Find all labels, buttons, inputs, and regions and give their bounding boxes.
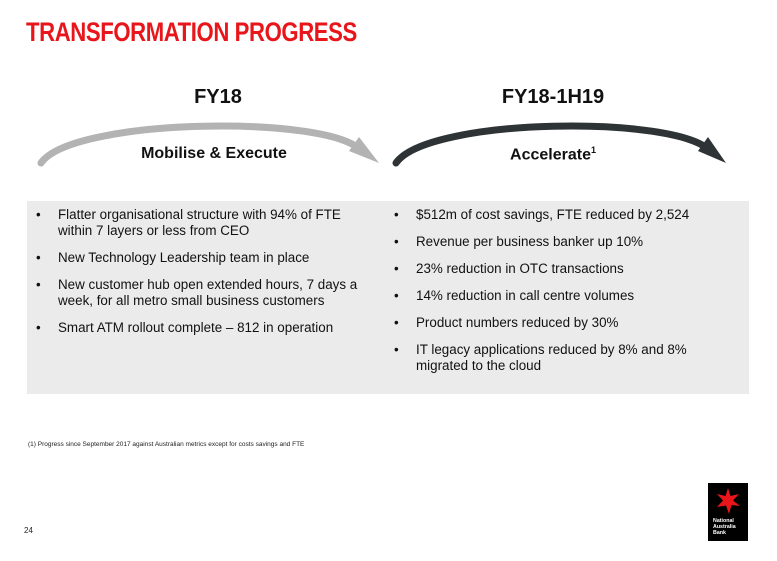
logo-line: Australia [713, 524, 736, 530]
left-column-heading: FY18 [194, 86, 242, 108]
right-arrow-label [423, 145, 683, 164]
left-bullet-list [27, 207, 377, 347]
list-item: • New customer hub open extended hours, 7 days a week, for all metro small business customers [27, 277, 377, 309]
footnote-marker: 1 [590, 145, 596, 155]
list-item: • Revenue per business banker up 10% [385, 234, 715, 250]
list-item: • Product numbers reduced by 30% [385, 315, 715, 331]
star-icon [714, 487, 742, 515]
slide-title: TRANSFORMATION PROGRESS [26, 17, 357, 47]
list-item: • $512m of cost savings, FTE reduced by 2,524 [385, 207, 715, 223]
right-bullet-list [385, 207, 715, 385]
logo-wordmark [713, 518, 736, 536]
page-number: 24 [24, 526, 33, 535]
nab-logo [708, 483, 748, 541]
footnote: (1) Progress since September 2017 against Australian metrics except for costs savings and FTE [28, 441, 305, 448]
right-arrow-label-text: Accelerate [510, 146, 591, 164]
logo-line: Bank [713, 530, 726, 536]
left-arrow-label: Mobilise & Execute [141, 145, 287, 162]
list-item: • IT legacy applications reduced by 8% and 8% migrated to the cloud [385, 342, 715, 374]
list-item: • 14% reduction in call centre volumes [385, 288, 715, 304]
list-item: • Flatter organisational structure with 94% of FTE within 7 layers or less from CEO [27, 207, 377, 239]
right-column-heading: FY18-1H19 [501, 86, 605, 108]
list-item: • Smart ATM rollout complete – 812 in operation [27, 320, 377, 336]
logo-line: National [713, 518, 734, 524]
list-item: • New Technology Leadership team in place [27, 250, 377, 266]
list-item: • 23% reduction in OTC transactions [385, 261, 715, 277]
